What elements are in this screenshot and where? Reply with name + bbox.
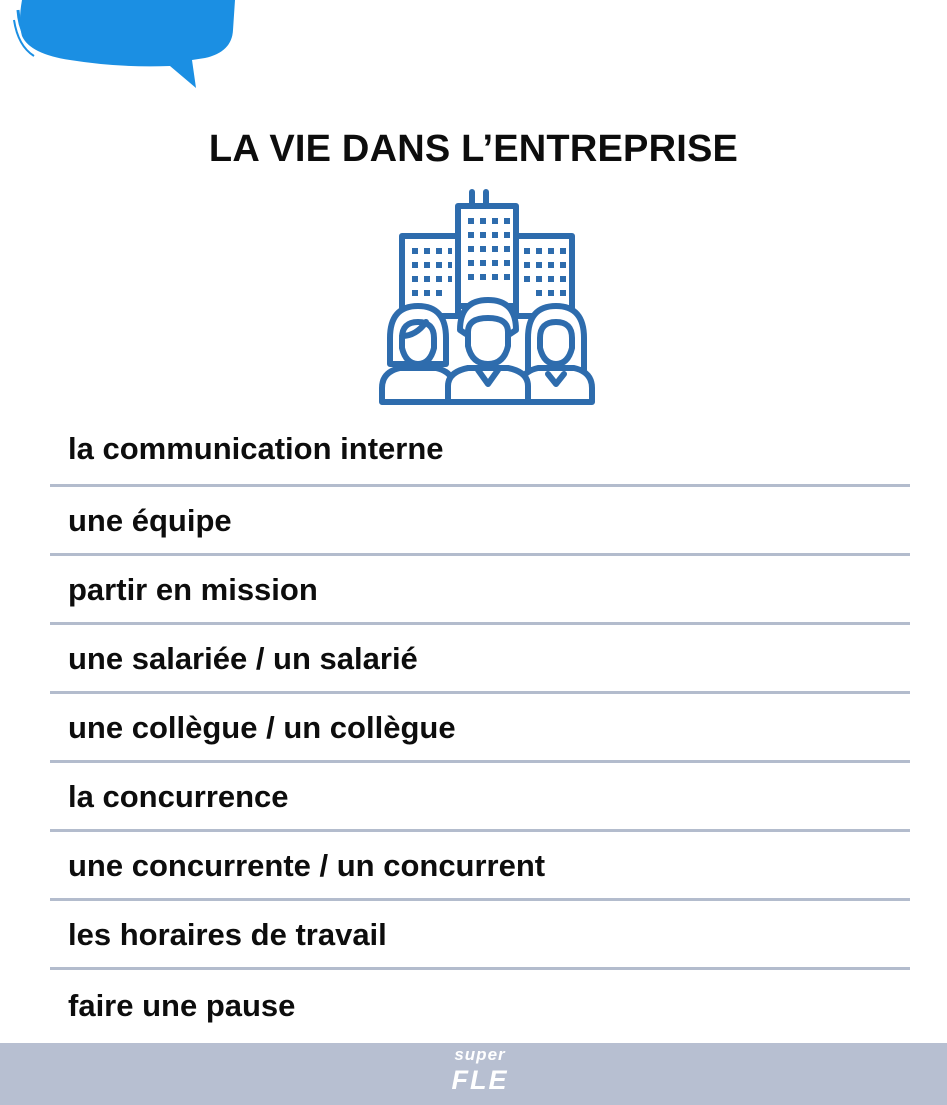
list-item: la communication interne <box>50 414 910 487</box>
list-item: une salariée / un salarié <box>50 627 910 694</box>
logo-line-fle: FLE <box>451 1065 509 1095</box>
company-team-icon <box>378 188 596 406</box>
page-title: LA VIE DANS L’ENTREPRISE <box>208 128 739 170</box>
list-item: les horaires de travail <box>50 903 910 970</box>
list-item: une collègue / un collègue <box>50 696 910 763</box>
list-item: partir en mission <box>50 558 910 625</box>
list-item: une concurrente / un concurrent <box>50 834 910 901</box>
logo-line-super: super <box>454 1045 506 1064</box>
list-item: faire une pause <box>68 987 296 1023</box>
speech-bubble-icon <box>0 0 260 95</box>
vocabulary-list <box>50 414 910 1041</box>
superfle-logo <box>440 1045 520 1101</box>
list-item: la concurrence <box>50 765 910 832</box>
list-item: une équipe <box>50 489 910 556</box>
